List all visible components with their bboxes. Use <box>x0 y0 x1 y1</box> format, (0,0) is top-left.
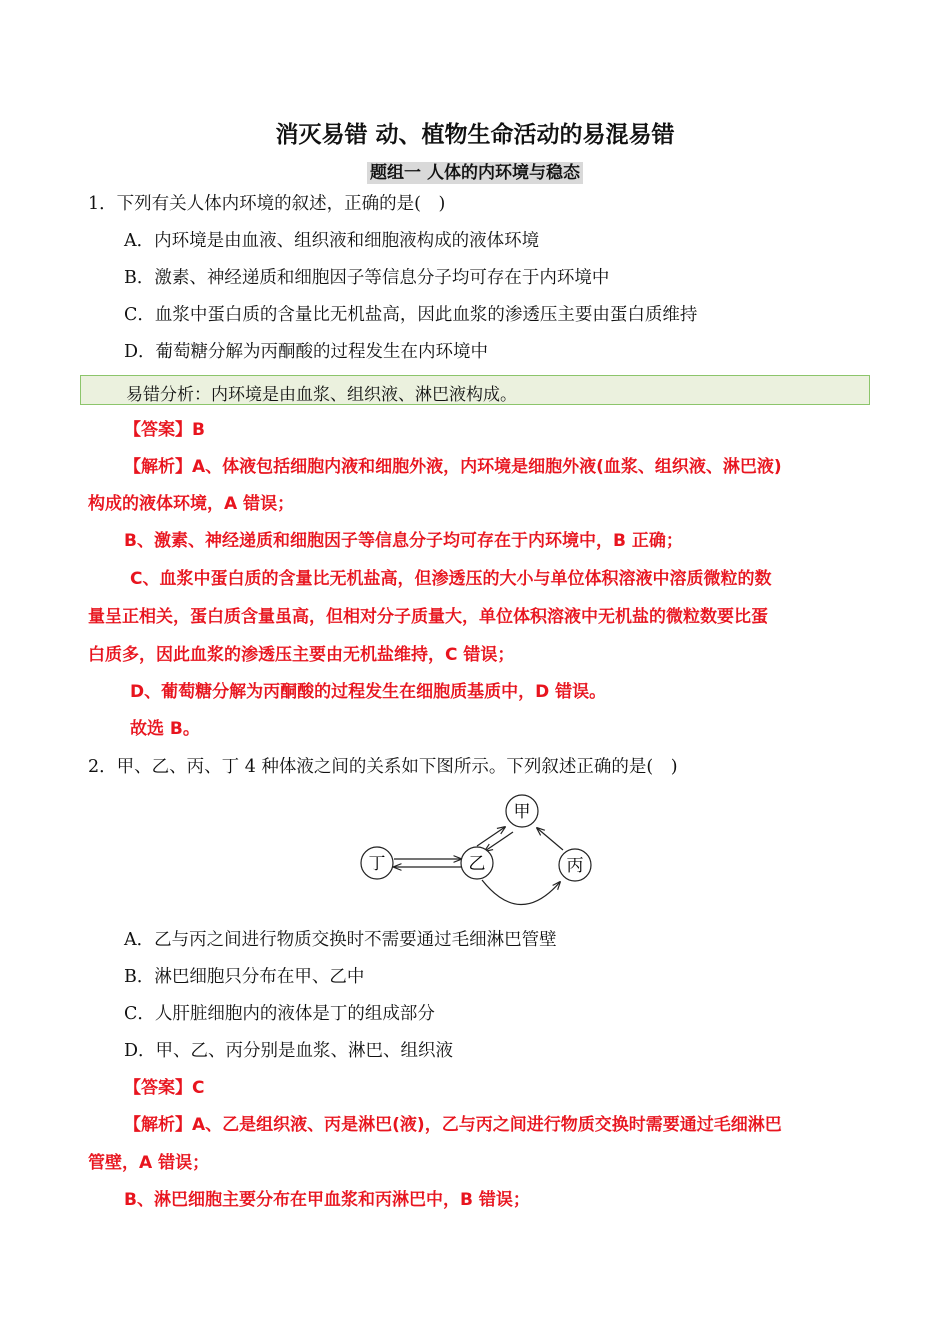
question-1-analysis-line: B、激素、神经递质和细胞因子等信息分子均可存在于内环境中，B 正确； <box>124 531 683 551</box>
question-2-stem: 2．甲、乙、丙、丁 4 种体液之间的关系如下图所示。下列叙述正确的是( ) <box>88 757 678 777</box>
error-analysis-text: 易错分析：内环境是由血浆、组织液、淋巴液构成。 <box>126 385 517 405</box>
arrow-yi-to-jia <box>477 827 505 846</box>
node-ding-label: 丁 <box>368 854 386 874</box>
question-1-analysis-line: 量呈正相关，蛋白质含量虽高，但相对分子质量大，单位体积溶液中无机盐的微粒数要比蛋 <box>88 607 768 627</box>
question-1-option-d: D．葡萄糖分解为丙酮酸的过程发生在内环境中 <box>124 342 489 362</box>
question-1-analysis-line: 【解析】A、体液包括细胞内液和细胞外液，内环境是细胞外液(血浆、组织液、淋巴液) <box>124 457 782 477</box>
question-1-analysis-line: C、血浆中蛋白质的含量比无机盐高，但渗透压的大小与单位体积溶液中溶质微粒的数 <box>130 569 772 589</box>
node-jia-label: 甲 <box>513 802 531 822</box>
question-1-option-b: B．激素、神经递质和细胞因子等信息分子均可存在于内环境中 <box>124 268 610 288</box>
question-2-answer: 【答案】C <box>124 1078 205 1098</box>
node-yi-label: 乙 <box>468 854 486 874</box>
body-fluid-diagram <box>350 790 600 915</box>
question-1-option-a: A．内环境是由血液、组织液和细胞液构成的液体环境 <box>124 231 540 251</box>
question-1-stem: 1．下列有关人体内环境的叙述，正确的是( ) <box>88 194 446 214</box>
section-heading <box>0 158 950 183</box>
section-heading-text: 题组一 人体的内环境与稳态 <box>367 162 583 184</box>
error-analysis-box <box>80 375 870 405</box>
arrow-jia-to-yi <box>485 832 513 851</box>
question-1-analysis-line: D、葡萄糖分解为丙酮酸的过程发生在细胞质基质中，D 错误。 <box>130 682 607 702</box>
question-2-option-c: C．人肝脏细胞内的液体是丁的组成部分 <box>124 1004 435 1024</box>
question-2-analysis-line: 管壁，A 错误； <box>88 1153 210 1173</box>
question-2-analysis-line: 【解析】A、乙是组织液、丙是淋巴(液)，乙与丙之间进行物质交换时需要通过毛细淋巴 <box>124 1115 782 1135</box>
arrow-yi-to-bing <box>482 880 560 905</box>
question-1-analysis-line: 白质多，因此血浆的渗透压主要由无机盐维持，C 错误； <box>88 645 515 665</box>
node-bing-label: 丙 <box>566 856 584 876</box>
question-2-option-d: D．甲、乙、丙分别是血浆、淋巴、组织液 <box>124 1041 454 1061</box>
question-2-option-a: A．乙与丙之间进行物质交换时不需要通过毛细淋巴管壁 <box>124 930 557 950</box>
page-title: 消灭易错 动、植物生命活动的易混易错 <box>275 122 675 148</box>
question-1-answer: 【答案】B <box>124 420 205 440</box>
question-2-analysis-line: B、淋巴细胞主要分布在甲血浆和丙淋巴中，B 错误； <box>124 1190 530 1210</box>
question-2-option-b: B．淋巴细胞只分布在甲、乙中 <box>124 967 365 987</box>
question-1-option-c: C．血浆中蛋白质的含量比无机盐高，因此血浆的渗透压主要由蛋白质维持 <box>124 305 698 325</box>
arrow-bing-to-jia <box>537 828 563 850</box>
question-1-analysis-line: 构成的液体环境，A 错误； <box>88 494 295 514</box>
question-1-analysis-line: 故选 B。 <box>130 719 200 739</box>
